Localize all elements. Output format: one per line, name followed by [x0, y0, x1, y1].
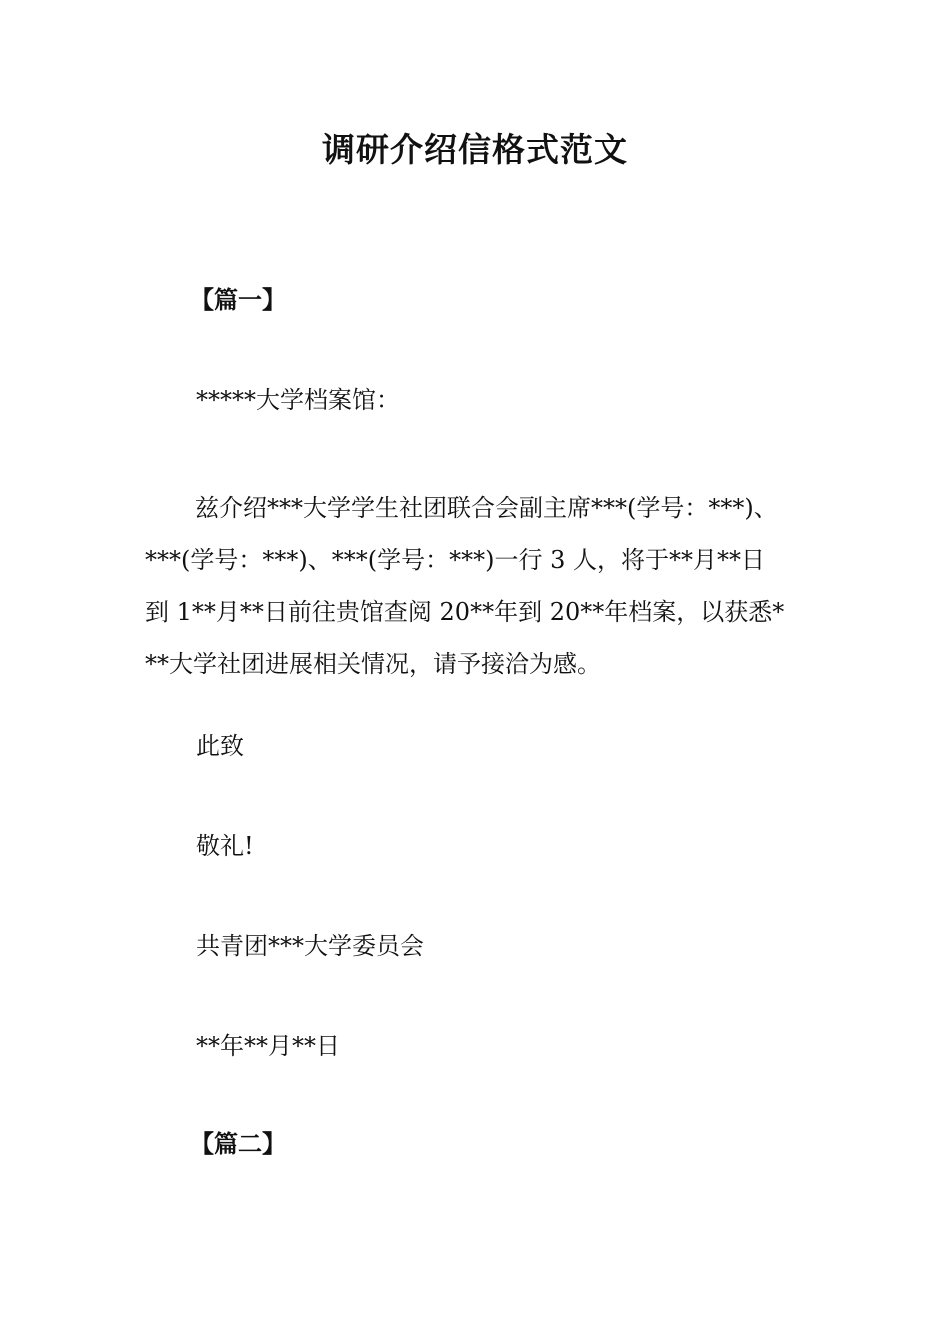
- closing-salutation: 此致: [196, 732, 244, 760]
- closing-regards: 敬礼!: [196, 832, 254, 860]
- addressee: *****大学档案馆：: [196, 386, 400, 414]
- body-line: 到 1**月**日前往贵馆查阅 20**年到 20**年档案，以获悉*: [145, 598, 785, 626]
- body-line: ***(学号：***)、***(学号：***)一行 3 人，将于**月**日: [145, 546, 765, 574]
- letter-body: [145, 482, 825, 690]
- body-line: **大学社团进展相关情况，请予接洽为感。: [145, 650, 601, 678]
- body-line: 兹介绍***大学学生社团联合会副主席***(学号：***)、: [195, 494, 778, 522]
- signature-date: **年**月**日: [196, 1032, 340, 1060]
- section-heading-two: 【篇二】: [190, 1130, 286, 1158]
- signature-organization: 共青团***大学委员会: [196, 932, 424, 960]
- document-title: 调研介绍信格式范文: [322, 130, 628, 169]
- section-heading-one: 【篇一】: [190, 286, 286, 314]
